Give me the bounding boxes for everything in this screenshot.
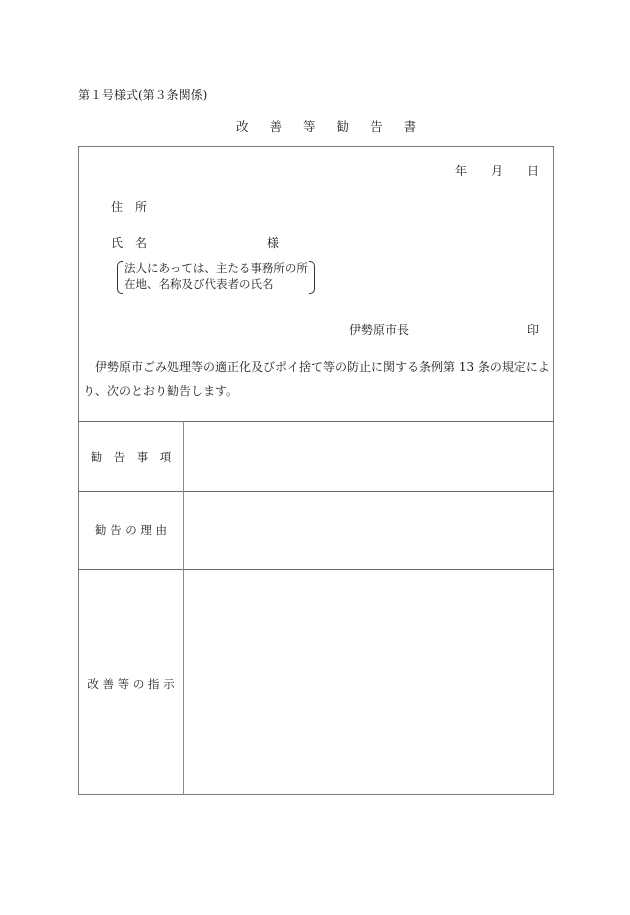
- notice-body: [83, 355, 549, 403]
- notice-line-2: り、次のとおり勧告します。: [83, 384, 239, 398]
- title-char: 善: [269, 119, 283, 134]
- name-label: 氏 名: [111, 236, 148, 250]
- address-label: 住 所: [111, 200, 148, 214]
- title-char: 告: [370, 119, 383, 134]
- divider: [79, 421, 553, 422]
- title-char: 改: [236, 119, 249, 134]
- bracket-left: [117, 261, 123, 294]
- corporate-note: [117, 260, 315, 294]
- divider: [79, 569, 553, 570]
- issuer-label: 伊勢原市長: [349, 323, 410, 337]
- note-line-1: 法人にあっては、主たる事務所の所: [124, 261, 308, 275]
- note-line-2: 在地、名称及び代表者の氏名: [124, 277, 274, 291]
- title-char: 勧: [336, 119, 350, 134]
- date-field[interactable]: [455, 162, 539, 179]
- reason-field[interactable]: [185, 493, 551, 568]
- row-label-recommendation: 勧 告 事 項: [90, 450, 172, 464]
- document-title: [236, 117, 416, 135]
- row-label-instruction: 改 善 等 の 指 示: [87, 677, 175, 691]
- honorific-label: 様: [267, 236, 280, 250]
- form-frame: [78, 146, 554, 795]
- day-label: 日: [526, 164, 539, 178]
- divider: [79, 491, 553, 492]
- year-label: 年: [454, 164, 467, 178]
- notice-line-1: 伊勢原市ごみ処理等の適正化及びポイ捨て等の防止に関する条例第 13 条の規定によ: [83, 360, 550, 374]
- recommendation-field[interactable]: [185, 423, 551, 490]
- month-label: 月: [490, 164, 503, 178]
- column-divider: [183, 421, 184, 794]
- form-number: 第１号様式(第３条関係): [78, 88, 208, 102]
- title-char: 書: [403, 119, 417, 134]
- bracket-right: [309, 261, 315, 294]
- row-label-reason: 勧 告 の 理 由: [94, 523, 168, 537]
- seal-label: 印: [527, 323, 540, 337]
- title-char: 等: [303, 119, 316, 134]
- instruction-field[interactable]: [185, 571, 551, 793]
